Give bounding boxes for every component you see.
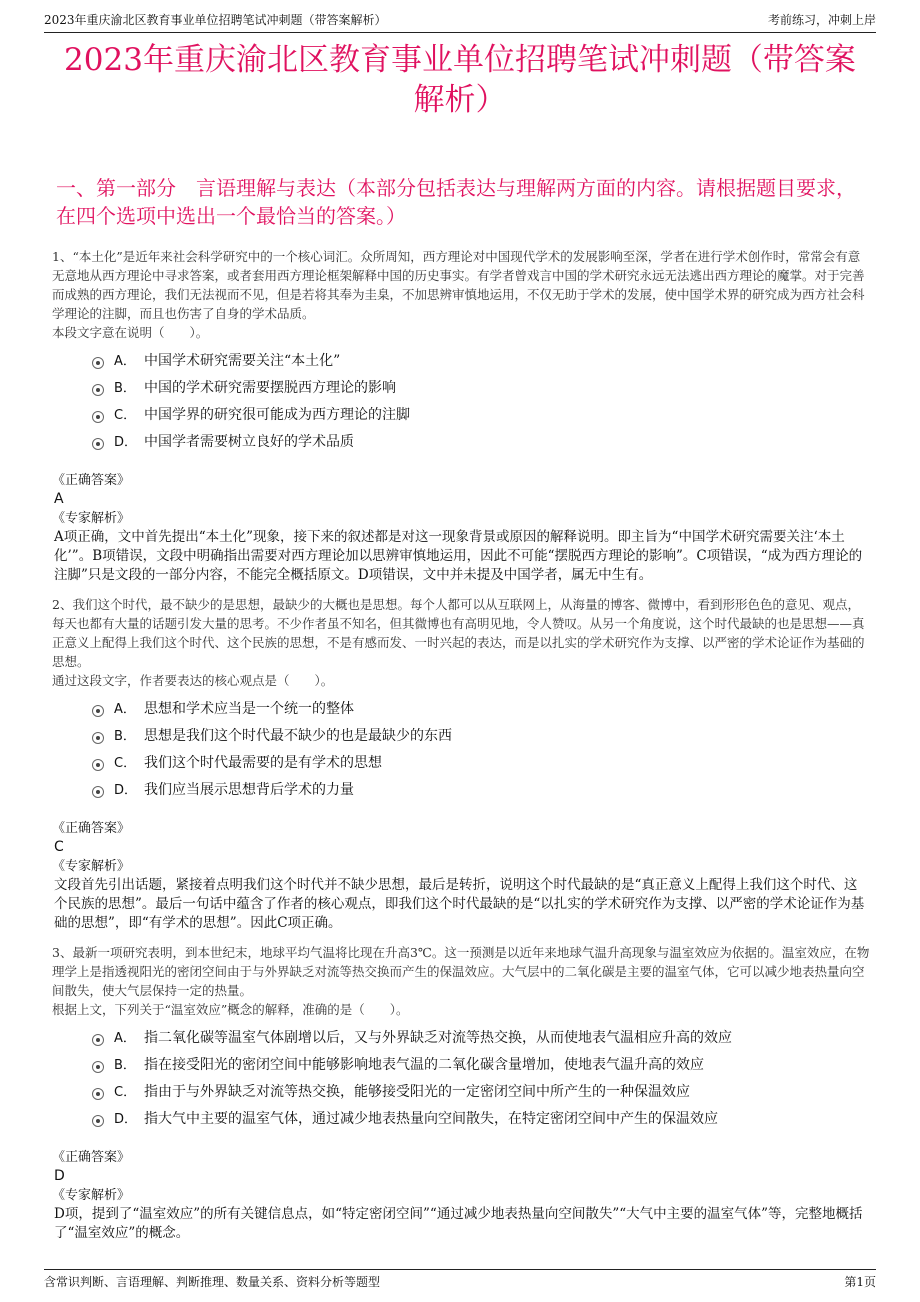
explanation-label: 《专家解析》 — [52, 511, 131, 526]
question-stem: 本段文字意在说明（ ）。 — [52, 325, 209, 340]
option-a[interactable] — [92, 346, 870, 373]
answer-value: C — [54, 839, 64, 855]
option-text: 中国学界的研究很可能成为西方理论的注脚 — [144, 406, 410, 423]
option-letter: C． — [114, 1085, 137, 1100]
option-letter: C． — [114, 756, 137, 771]
option-letter: A． — [114, 702, 136, 717]
option-text: 指由于与外界缺乏对流等热交换，能够接受阳光的一定密闭空间中所产生的一种保温效应 — [144, 1083, 690, 1100]
question-text: 1、“本土化”是近年来社会科学研究中的一个核心词汇。众所周知，西方理论对中国现代学术的发展影响至深，学者在进行学术创作时，常常会有意无意地从西方理论中寻求答案，或者套用西方理论框架解释中国的历史事实。有学者曾戏言中国的学术研究永远无法逃出西方理论的魔掌。对于完善而成熟的西方理论，我们无法视而不见，但是若将其奉为圭臬，不加思辨审慎地运用，不仅无助于学术的发展，使中国学术界的研究成为西方社会科学理论的注脚，而且也伤害了自身的学术品质。 — [52, 249, 865, 321]
option-text: 思想是我们这个时代最不缺少的也是最缺少的东西 — [144, 727, 452, 744]
explanation-label: 《专家解析》 — [52, 1188, 131, 1203]
question-text: 2、我们这个时代，最不缺少的是思想，最缺少的大概也是思想。每个人都可以从互联网上，从海量的博客、微博中，看到形形色色的意见、观点，每天也都有大量的话题引发大量的思考。不少作者虽不知名，但其微博也有高明见地，令人赞叹。从另一个角度说，这个时代最缺的也是思想——真正意义上配得上我们这个时代、这个民族的思想，不是有感而发、一时兴起的表达，而是以扎实的学术研究作为支撑、以严密的学术论证作为基础的思想。 — [52, 597, 865, 669]
page-footer — [44, 1269, 876, 1292]
radio-icon[interactable] — [92, 786, 104, 798]
option-c[interactable] — [92, 1077, 870, 1104]
option-letter: B． — [114, 1058, 136, 1073]
page-title: 2023年重庆渝北区教育事业单位招聘笔试冲刺题（带答案解析） — [64, 42, 856, 118]
radio-icon[interactable] — [92, 438, 104, 450]
option-text: 中国学者需要树立良好的学术品质 — [144, 433, 354, 450]
answer-label: 《正确答案》 — [52, 473, 131, 488]
option-letter: D． — [114, 1112, 138, 1127]
option-d[interactable] — [92, 427, 870, 454]
explanation-label: 《专家解析》 — [52, 859, 131, 874]
option-letter: D． — [114, 783, 138, 798]
header-doc-title: 2023年重庆渝北区教育事业单位招聘笔试冲刺题（带答案解析） — [44, 13, 387, 27]
page-number: 第1页 — [844, 1275, 876, 1289]
option-text: 思想和学术应当是一个统一的整体 — [144, 700, 354, 717]
option-b[interactable] — [92, 1050, 870, 1077]
option-letter: B． — [114, 381, 136, 396]
radio-icon[interactable] — [92, 384, 104, 396]
explanation-text: A项正确，文中首先提出“本土化”现象，接下来的叙述都是对这一现象背景或原因的解释说明。即主旨为“中国学术研究需要关注‘本土化’”。B项错误，文段中明确指出需要对西方理论加以思辨审慎地运用，因此不可能“摆脱西方理论的影响”。C项错误，“成为西方理论的注脚”只是文段的一部分内容，不能完全概括原文。D项错误，文中并未提及中国学者，属无中生有。 — [54, 529, 863, 583]
option-text: 中国学术研究需要关注“本土化” — [144, 352, 341, 369]
question-list — [52, 247, 870, 1253]
option-d[interactable] — [92, 775, 870, 802]
option-list — [92, 1023, 870, 1131]
answer-value: D — [54, 1168, 65, 1184]
radio-icon[interactable] — [92, 1088, 104, 1100]
answer-label: 《正确答案》 — [52, 1150, 131, 1165]
option-text: 我们应当展示思想背后学术的力量 — [144, 781, 354, 798]
page-header — [44, 10, 876, 33]
explanation-text: D项，提到了“温室效应”的所有关键信息点，如“特定密闭空间”“通过减少地表热量向空间散失”“大气中主要的温室气体”等，完整地概括了“温室效应”的概念。 — [54, 1206, 863, 1241]
option-list — [92, 346, 870, 454]
option-text: 指大气中主要的温室气体，通过减少地表热量向空间散失，在特定密闭空间中产生的保温效应 — [144, 1110, 718, 1127]
radio-icon[interactable] — [92, 1115, 104, 1127]
radio-icon[interactable] — [92, 759, 104, 771]
radio-icon[interactable] — [92, 357, 104, 369]
section-heading: 一、第一部分 言语理解与表达（本部分包括表达与理解两方面的内容。请根据题目要求，在四个选项中选出一个最恰当的答案。） — [56, 176, 856, 228]
option-d[interactable] — [92, 1104, 870, 1131]
option-text: 指在接受阳光的密闭空间中能够影响地表气温的二氧化碳含量增加，使地表气温升高的效应 — [144, 1056, 704, 1073]
option-list — [92, 694, 870, 802]
header-slogan: 考前练习，冲刺上岸 — [767, 13, 876, 27]
answer-value: A — [54, 491, 64, 507]
radio-icon[interactable] — [92, 1034, 104, 1046]
option-c[interactable] — [92, 748, 870, 775]
question-stem: 通过这段文字，作者要表达的核心观点是（ ）。 — [52, 673, 334, 688]
option-letter: A． — [114, 1031, 136, 1046]
explanation-text: 文段首先引出话题，紧接着点明我们这个时代并不缺少思想，最后是转折，说明这个时代最缺的是“真正意义上配得上我们这个时代、这个民族的思想”。最后一句话中蕴含了作者的核心观点，即我们这个时代最缺的是“以扎实的学术研究作为支撑、以严密的学术论证作为基础的思想”，即“有学术的思想”。因此C项正确。 — [54, 877, 865, 931]
option-b[interactable] — [92, 721, 870, 748]
option-letter: B． — [114, 729, 136, 744]
option-c[interactable] — [92, 400, 870, 427]
footer-note: 含常识判断、言语理解、判断推理、数量关系、资料分析等题型 — [44, 1275, 381, 1289]
option-letter: A． — [114, 354, 136, 369]
question-1 — [52, 247, 870, 585]
question-3 — [52, 943, 870, 1243]
question-2 — [52, 595, 870, 933]
option-text: 指二氧化碳等温室气体剧增以后，又与外界缺乏对流等热交换，从而使地表气温相应升高的效应 — [144, 1029, 732, 1046]
option-letter: D． — [114, 435, 138, 450]
option-b[interactable] — [92, 373, 870, 400]
question-text: 3、最新一项研究表明，到本世纪末，地球平均气温将比现在升高3℃。这一预测是以近年来地球气温升高现象与温室效应为依据的。温室效应，在物理学上是指透视阳光的密闭空间由于与外界缺乏对流等热交换而产生的保温效应。大气层中的二氧化碳是主要的温室气体，它可以减少地表热量向空间散失，使大气层保持一定的热量。 — [52, 945, 870, 998]
radio-icon[interactable] — [92, 1061, 104, 1073]
option-text: 我们这个时代最需要的是有学术的思想 — [144, 754, 382, 771]
option-text: 中国的学术研究需要摆脱西方理论的影响 — [144, 379, 396, 396]
radio-icon[interactable] — [92, 411, 104, 423]
option-letter: C． — [114, 408, 137, 423]
radio-icon[interactable] — [92, 732, 104, 744]
answer-label: 《正确答案》 — [52, 821, 131, 836]
question-stem: 根据上文，下列关于“温室效应”概念的解释，准确的是（ ）。 — [52, 1002, 409, 1017]
option-a[interactable] — [92, 694, 870, 721]
option-a[interactable] — [92, 1023, 870, 1050]
radio-icon[interactable] — [92, 705, 104, 717]
